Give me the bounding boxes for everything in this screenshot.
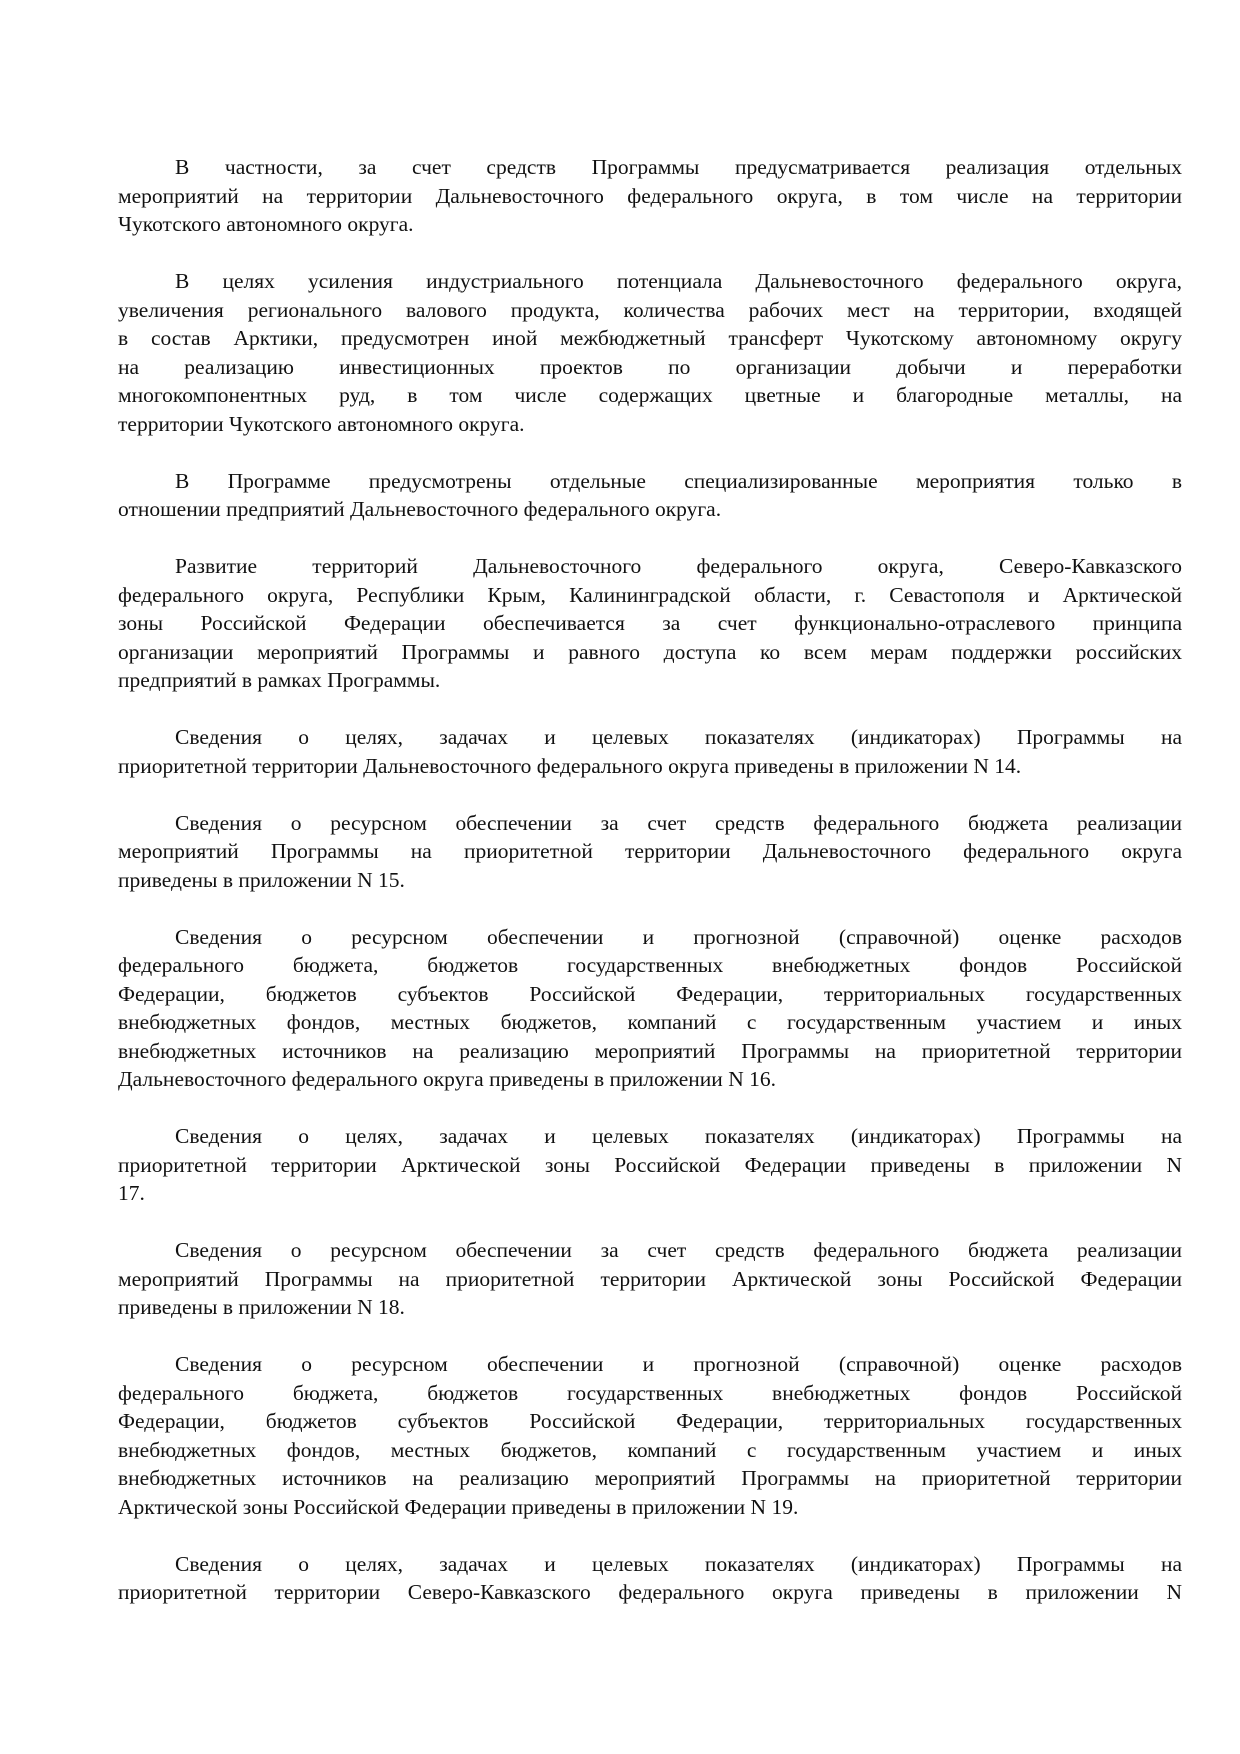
text-line: организации мероприятий Программы и равного доступа ко всем мерам поддержки российских <box>118 639 1182 664</box>
text-line: Сведения о целях, задачах и целевых показателях (индикаторах) Программы на <box>175 725 1182 749</box>
text-line: Сведения о ресурсном обеспечении за счет средств федерального бюджета реализации <box>175 810 1182 835</box>
text-line: внебюджетных источников на реализацию мероприятий Программы на приоритетной территории <box>118 1466 1182 1490</box>
text-line: территории Чукотского автономного округа. <box>118 411 525 436</box>
text-line: приоритетной территории Северо-Кавказского федерального округа приведены в приложении N <box>118 1580 1182 1604</box>
paragraph <box>118 723 1182 780</box>
text-line: федерального округа, Республики Крым, Калининградской области, г. Севастополя и Арктической <box>118 582 1182 607</box>
document-page <box>118 153 1182 1635</box>
text-line: федерального бюджета, бюджетов государственных внебюджетных фондов Российской <box>118 953 1182 977</box>
text-line: мероприятий на территории Дальневосточного федерального округа, в том числе на территории <box>118 183 1182 208</box>
text-line: внебюджетных фондов, местных бюджетов, компаний с государственным участием и иных <box>118 1437 1182 1462</box>
text-line: В целях усиления индустриального потенциала Дальневосточного федерального округа, <box>175 269 1182 293</box>
text-line: Развитие территорий Дальневосточного федерального округа, Северо-Кавказского <box>175 554 1182 578</box>
paragraph <box>118 1122 1182 1208</box>
text-line: Сведения о ресурсном обеспечении за счет средств федерального бюджета реализации <box>175 1238 1182 1262</box>
text-line: приведены в приложении N 18. <box>118 1295 405 1319</box>
paragraph <box>118 809 1182 895</box>
text-line: приоритетной территории Дальневосточного федерального округа приведены в приложении N 14. <box>118 753 1022 778</box>
text-line: 17. <box>118 1181 145 1205</box>
text-line: внебюджетных источников на реализацию мероприятий Программы на приоритетной территории <box>118 1038 1182 1063</box>
text-line: Федерации, бюджетов субъектов Российской Федерации, территориальных государственных <box>118 1409 1182 1433</box>
text-line: в состав Арктики, предусмотрен иной межбюджетный трансферт Чукотскому автономному округу <box>118 326 1182 350</box>
paragraph <box>118 1550 1182 1607</box>
text-line: увеличения регионального валового продукта, количества рабочих мест на территории, входящей <box>118 297 1182 322</box>
text-line: Дальневосточного федерального округа приведены в приложении N 16. <box>118 1067 776 1091</box>
text-line: многокомпонентных руд, в том числе содержащих цветные и благородные металлы, на <box>118 383 1182 407</box>
text-line: приведены в приложении N 15. <box>118 867 405 892</box>
paragraph <box>118 1236 1182 1322</box>
paragraph <box>118 923 1182 1094</box>
text-line: предприятий в рамках Программы. <box>118 668 441 692</box>
text-line: Сведения о ресурсном обеспечении и прогнозной (справочной) оценке расходов <box>175 1352 1182 1376</box>
text-line: Чукотского автономного округа. <box>118 212 414 236</box>
paragraph <box>118 1350 1182 1521</box>
text-line: мероприятий Программы на приоритетной территории Дальневосточного федерального округа <box>118 839 1182 863</box>
paragraph <box>118 153 1182 239</box>
text-line: Арктической зоны Российской Федерации приведены в приложении N 19. <box>118 1494 799 1519</box>
text-line: В Программе предусмотрены отдельные специализированные мероприятия только в <box>175 468 1182 493</box>
text-line: на реализацию инвестиционных проектов по организации добычи и переработки <box>118 354 1182 379</box>
paragraph <box>118 552 1182 695</box>
text-line: мероприятий Программы на приоритетной территории Арктической зоны Российской Федерации <box>118 1266 1182 1291</box>
text-line: приоритетной территории Арктической зоны Российской Федерации приведены в приложении N <box>118 1152 1182 1177</box>
text-line: зоны Российской Федерации обеспечивается за счет функционально-отраслевого принципа <box>118 611 1182 635</box>
paragraph <box>118 267 1182 438</box>
text-line: В частности, за счет средств Программы предусматривается реализация отдельных <box>175 155 1182 179</box>
text-line: Сведения о целях, задачах и целевых показателях (индикаторах) Программы на <box>175 1124 1182 1148</box>
text-line: отношении предприятий Дальневосточного федерального округа. <box>118 497 722 521</box>
text-line: федерального бюджета, бюджетов государственных внебюджетных фондов Российской <box>118 1380 1182 1405</box>
text-line: Сведения о ресурсном обеспечении и прогнозной (справочной) оценке расходов <box>175 924 1182 949</box>
text-line: Сведения о целях, задачах и целевых показателях (индикаторах) Программы на <box>175 1551 1182 1576</box>
paragraph <box>118 467 1182 524</box>
text-line: Федерации, бюджетов субъектов Российской Федерации, территориальных государственных <box>118 981 1182 1006</box>
text-line: внебюджетных фондов, местных бюджетов, компаний с государственным участием и иных <box>118 1010 1182 1034</box>
